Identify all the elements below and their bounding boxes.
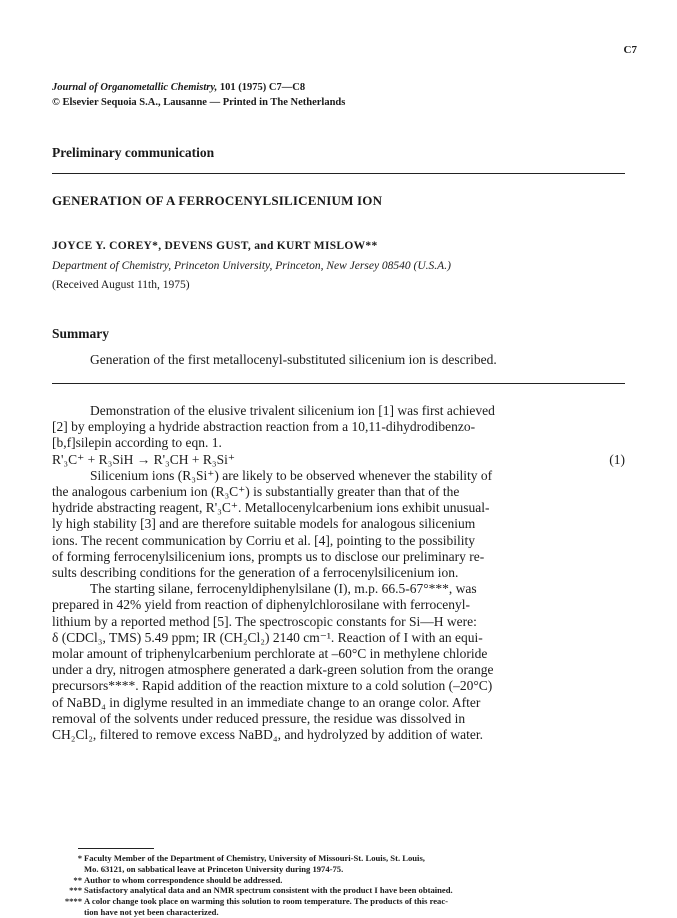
summary-divider [52, 383, 625, 384]
text-line: [2] by employing a hydride abstraction reaction from a 10,11-dihydrodibenzo- [52, 419, 476, 435]
equation-1 [52, 452, 625, 468]
paragraph-1 [52, 403, 625, 452]
equation-number: (1) [609, 451, 625, 467]
footnote-mark: *** [69, 885, 82, 896]
footnote-line: tion have not yet been characterized. [84, 906, 219, 917]
text-line: Silicenium ions (R₃Si⁺) are likely to be observed whenever the stability of [90, 467, 493, 483]
paragraph-2 [52, 468, 625, 581]
footnote-2 [60, 875, 630, 886]
text-line: under a dry, nitrogen atmosphere generated a dark-green solution from the orange [52, 662, 494, 678]
text-line: δ (CDCl₃, TMS) 5.49 ppm; IR (CH₂Cl₂) 2140 cm⁻¹. Reaction of I with an equi- [52, 629, 483, 645]
text-line: molar amount of triphenylcarbenium perchlorate at –60°C in methylene chloride [52, 646, 488, 662]
footnote-line: Faculty Member of the Department of Chemistry, University of Missouri-St. Louis, St. Louis, [84, 853, 425, 863]
received-date: (Received August 11th, 1975) [52, 279, 190, 291]
summary-text: Generation of the first metallocenyl-substituted silicenium ion is described. [90, 352, 497, 367]
footnote-mark: ** [73, 874, 82, 885]
footnotes [60, 853, 630, 918]
footnote-divider [78, 848, 154, 849]
text-line: hydride abstracting reagent, R'₃C⁺. Metallocenylcarbenium ions exhibit unusual- [52, 500, 490, 516]
equation-text: R'₃C⁺ + R₃SiH → R'₃CH + R₃Si⁺ [52, 451, 235, 467]
paragraph-3 [52, 581, 625, 743]
text-line: CH₂Cl₂, filtered to remove excess NaBD₄, and hydrolyzed by addition of water. [52, 727, 484, 743]
footnote-line: Mo. 63121, on sabbatical leave at Princeton University during 1974-75. [84, 863, 344, 874]
journal-citation [52, 82, 305, 93]
page-number: C7 [623, 44, 637, 56]
text-line: of NaBD₄ in diglyme resulted in an immediate change to an orange color. After [52, 694, 481, 710]
article-title: GENERATION OF A FERROCENYLSILICENIUM ION [52, 193, 383, 208]
footnote-mark: **** [64, 896, 82, 907]
footnote-mark: * [77, 853, 82, 863]
text-line: prepared in 42% yield from reaction of diphenylchlorosilane with ferrocenyl- [52, 597, 470, 613]
publisher-line: © Elsevier Sequoia S.A., Lausanne — Printed in The Netherlands [52, 97, 346, 108]
text-line: removal of the solvents under reduced pressure, the residue was dissolved in [52, 710, 466, 726]
footnote-line: A color change took place on warming this solution to room temperature. The products of this reac- [84, 896, 449, 907]
summary-heading: Summary [52, 326, 109, 341]
text-line: precursors****. Rapid addition of the reaction mixture to a cold solution (–20°C) [52, 678, 493, 694]
article-body [52, 403, 625, 743]
footnote-4 [60, 896, 630, 918]
text-line: The starting silane, ferrocenyldiphenylsilane (I), m.p. 66.5-67°***, was [90, 581, 477, 597]
text-line: of forming ferrocenylsilicenium ions, prompts us to disclose our preliminary re- [52, 548, 485, 564]
affiliation: Department of Chemistry, Princeton University, Princeton, New Jersey 08540 (U.S.A.) [52, 260, 451, 272]
text-line: Demonstration of the elusive trivalent silicenium ion [1] was first achieved [90, 403, 495, 418]
footnote-1 [60, 853, 630, 875]
journal-volume: 101 (1975) C7—C8 [219, 82, 306, 93]
footnote-line: Author to whom correspondence should be addressed. [84, 874, 283, 885]
journal-name: Journal of Organometallic Chemistry, [52, 82, 218, 93]
top-divider [52, 173, 625, 174]
authors: JOYCE Y. COREY*, DEVENS GUST, and KURT MISLOW** [52, 240, 378, 252]
text-line: the analogous carbenium ion (R₃C⁺) is substantially greater than that of the [52, 484, 460, 500]
text-line: ions. The recent communication by Corriu et al. [4], pointing to the possibility [52, 532, 476, 548]
text-line: sults describing conditions for the generation of a ferrocenylsilicenium ion. [52, 565, 459, 581]
footnote-line: Satisfactory analytical data and an NMR spectrum consistent with the product I have been obtained. [84, 885, 453, 896]
text-line: lithium by a reported method [5]. The spectroscopic constants for Si—H were: [52, 613, 477, 629]
footnote-3 [60, 885, 630, 896]
text-line: [b,f]silepin according to eqn. 1. [52, 435, 222, 451]
section-label: Preliminary communication [52, 145, 215, 160]
text-line: ly high stability [3] and are therefore suitable models for analogous silicenium [52, 516, 476, 532]
